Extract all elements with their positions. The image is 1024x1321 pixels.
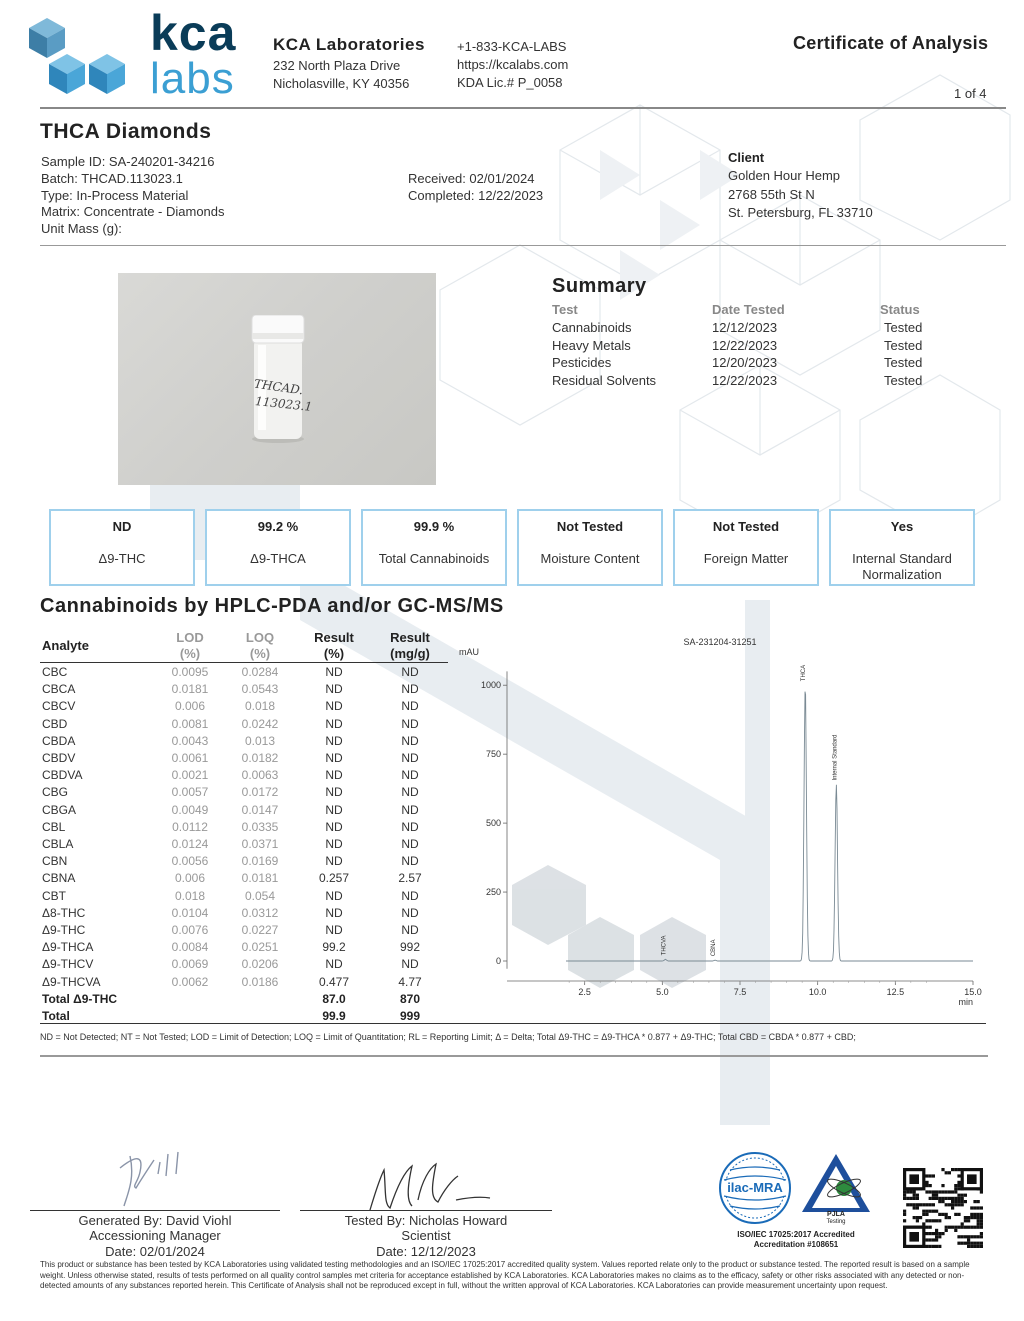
result-mg: ND [401, 957, 419, 972]
signature-david-viohl [110, 1148, 210, 1208]
analyte-name: Δ9-THC [42, 923, 86, 937]
table-bottom-rule [40, 1023, 986, 1024]
result-percent: ND [325, 733, 343, 748]
loq-value: 0.0284 [241, 665, 279, 679]
result-mg: ND [401, 854, 419, 869]
table-row [42, 768, 448, 785]
result-mg: ND [401, 923, 419, 937]
kca-cubes-logo-icon [25, 14, 135, 104]
peak-label: CBNA [711, 939, 718, 957]
lod-value: 0.0043 [171, 733, 209, 748]
key-result-value: 99.9 % [413, 519, 455, 534]
analyte-name: CBDA [42, 733, 76, 748]
result-percent: 0.257 [318, 871, 350, 886]
lab-name: KCA Laboratories [273, 35, 425, 54]
peak-label: Internal Standard [832, 734, 839, 781]
table-row [42, 665, 448, 682]
client-name: Golden Hour Hemp [728, 168, 840, 183]
summary-header-date: Date Tested [712, 302, 785, 317]
key-result-label: Moisture Content [540, 551, 640, 566]
lab-address-1: 232 North Plaza Drive [273, 58, 401, 73]
lod-value: 0.0095 [171, 665, 209, 679]
loq-value: 0.0172 [241, 785, 279, 800]
analyte-name: CBLA [42, 837, 74, 851]
result-percent: ND [325, 837, 343, 851]
lod-value: 0.0062 [171, 974, 209, 989]
result-mg: ND [401, 699, 419, 714]
peak-label: THCA [801, 664, 808, 682]
header-result-mg: Result [390, 630, 430, 645]
lod-value: 0.0124 [171, 837, 209, 851]
table-row [42, 906, 448, 923]
summary-header-status: Status [880, 302, 920, 317]
result-mg: ND [401, 665, 419, 679]
lod-value: 0.0061 [171, 751, 209, 765]
analyte-name: CBC [42, 665, 68, 679]
key-result-label: Foreign Matter [703, 551, 789, 566]
summary-status: Tested [884, 320, 923, 335]
analyte-name: CBNA [42, 871, 76, 886]
summary-title: Summary [552, 275, 647, 297]
signature-nicholas-howard [360, 1160, 500, 1216]
header-lod-unit: (%) [179, 646, 201, 661]
lod-value: 0.0104 [171, 905, 209, 920]
loq-value: 0.0242 [241, 716, 279, 731]
analyte-name: CBG [42, 785, 69, 800]
document-title: Certificate of Analysis [793, 33, 989, 53]
x-tick-label: 12.5 [886, 987, 905, 997]
loq-value: 0.0182 [241, 751, 279, 765]
result-percent: ND [325, 854, 343, 869]
generated-by: Generated By: David Viohl [78, 1213, 232, 1228]
summary-test: Residual Solvents [552, 373, 657, 388]
result-percent: 99.2 [322, 940, 346, 955]
loq-value: 0.013 [244, 733, 276, 748]
summary-test: Cannabinoids [552, 320, 632, 335]
accreditation-number: Accreditation #108651 [753, 1240, 839, 1249]
result-mg: ND [401, 751, 419, 765]
loq-value: 0.0543 [241, 682, 279, 697]
cannabinoids-title: Cannabinoids by HPLC-PDA and/or GC-MS/MS [40, 595, 504, 617]
key-result-label: Total Cannabinoids [378, 551, 490, 566]
result-mg: ND [401, 888, 419, 903]
table-row [42, 975, 448, 992]
result-mg: 992 [399, 940, 421, 955]
analyte-name: CBCA [42, 682, 76, 697]
y-tick-label: 1000 [480, 680, 501, 691]
sample-type: Type: In-Process Material [41, 188, 189, 203]
received-date: Received: 02/01/2024 [408, 171, 535, 186]
key-result-label: Internal Standard Normalization [852, 551, 952, 582]
lab-website: https://kcalabs.com [457, 57, 569, 72]
loq-value: 0.0251 [241, 940, 279, 955]
key-result-box [205, 509, 351, 586]
generated-date: Date: 02/01/2024 [105, 1244, 205, 1259]
result-percent: ND [325, 923, 343, 937]
key-result-label: Δ9-THCA [250, 551, 306, 566]
lod-value: 0.0081 [171, 716, 209, 731]
result-percent: ND [325, 785, 343, 800]
analyte-name: CBT [42, 888, 66, 903]
result-mg: ND [401, 785, 419, 800]
client-street: 2768 55th St N [728, 187, 815, 202]
table-row [42, 717, 448, 734]
header-loq-unit: (%) [249, 646, 271, 661]
y-tick-label: 500 [485, 818, 501, 829]
summary-test: Pesticides [552, 355, 612, 370]
client-city: St. Petersburg, FL 33710 [728, 205, 873, 220]
matrix: Matrix: Concentrate - Diamonds [41, 204, 225, 219]
total-label: Total Δ9-THC [42, 991, 118, 1006]
total-label: Total [42, 1009, 70, 1023]
lod-value: 0.0181 [171, 682, 209, 697]
table-row [42, 785, 448, 802]
lod-value: 0.0069 [171, 957, 209, 972]
lod-value: 0.0076 [171, 923, 209, 937]
table-row [42, 820, 448, 837]
table-row [42, 682, 448, 699]
x-tick-label: 10.0 [808, 987, 827, 997]
result-mg: ND [401, 837, 419, 851]
header-divider [40, 107, 1006, 109]
key-result-box [517, 509, 663, 586]
analyte-name: CBCV [42, 699, 76, 714]
analyte-name: CBN [42, 854, 68, 869]
key-result-box [673, 509, 819, 586]
logo-text-kca: kca [150, 5, 237, 61]
table-row [42, 734, 448, 751]
x-tick-label: 15.0 [964, 987, 982, 997]
signature-line [300, 1210, 552, 1211]
total-percent: 99.9 [322, 1009, 346, 1023]
table-row [42, 889, 448, 906]
header-loq: LOQ [245, 630, 275, 645]
result-mg: 4.77 [398, 974, 422, 989]
summary-status: Tested [884, 355, 923, 370]
analyte-name: Δ9-THCA [42, 940, 94, 955]
table-footnote: ND = Not Detected; NT = Not Tested; LOD = Limit of Detection; LOQ = Limit of Quantitation; RL = Reporting Limit; Δ = Delta; Total Δ9-THC = Δ9-THCA * 0.877 + Δ9-THC; Total CBD = CBDA * 0.877 + CBD; [40, 1032, 856, 1042]
key-result-value: 99.2 % [257, 519, 299, 534]
loq-value: 0.0206 [241, 957, 279, 972]
y-tick-label: 250 [485, 887, 501, 898]
loq-value: 0.0312 [241, 905, 279, 920]
unit-mass: Unit Mass (g): [41, 221, 122, 236]
footnote-divider [40, 1055, 988, 1057]
loq-value: 0.0181 [241, 871, 279, 886]
analyte-name: Δ8-THC [42, 905, 86, 920]
loq-value: 0.0186 [241, 974, 279, 989]
x-tick-label: 2.5 [578, 987, 591, 997]
result-mg: ND [401, 682, 419, 697]
peak-label: THCVA [661, 935, 668, 956]
header-result-pct-unit: (%) [323, 646, 345, 661]
x-axis-label: min [958, 997, 973, 1007]
loq-value: 0.0169 [241, 854, 279, 869]
summary-date: 12/20/2023 [712, 355, 778, 370]
lab-license: KDA Lic.# P_0058 [457, 75, 563, 90]
summary-date: 12/12/2023 [712, 320, 778, 335]
result-percent: ND [325, 905, 343, 920]
table-row [42, 751, 448, 768]
tested-title: Scientist [401, 1228, 451, 1243]
result-mg: ND [401, 733, 419, 748]
completed-date: Completed: 12/22/2023 [408, 188, 544, 203]
logo-text-labs: labs [150, 54, 235, 103]
x-tick-label: 5.0 [656, 987, 669, 997]
sample-id: Sample ID: SA-240201-34216 [41, 154, 215, 169]
result-mg: ND [401, 905, 419, 920]
lod-value: 0.0112 [172, 819, 208, 834]
lod-value: 0.018 [174, 888, 206, 903]
total-mg: 999 [399, 1009, 421, 1023]
tested-by: Tested By: Nicholas Howard [344, 1213, 508, 1228]
loq-value: 0.018 [244, 699, 276, 714]
key-result-box [829, 509, 975, 586]
table-row [42, 803, 448, 820]
analyte-name: CBGA [42, 802, 77, 817]
ilac-text: ilac-MRA [727, 1180, 783, 1195]
table-row [42, 871, 448, 888]
chart-title: SA-231204-31251 [683, 637, 757, 647]
lod-value: 0.0057 [171, 785, 209, 800]
result-percent: ND [325, 699, 343, 714]
vial-label-line1: THCAD. [253, 376, 305, 398]
tested-date: Date: 12/12/2023 [376, 1244, 476, 1259]
analyte-name: Δ9-THCVA [42, 974, 101, 989]
chromatogram-chart [455, 630, 995, 1010]
analyte-name: CBD [42, 716, 68, 731]
table-row [42, 957, 448, 974]
total-row [42, 992, 448, 1009]
page-number: 1 of 4 [954, 86, 987, 101]
result-percent: 0.477 [318, 974, 350, 989]
legal-disclaimer: This product or substance has been tested by KCA Laboratories using validated testing methodologies and an ISO/IEC 17025:2017 accredited quality system. Values reported relate only to the product or substance tested. The reported result is based on a sample weight. Unless otherwise stated, results of tests performed on all quality control samples met criteria for acceptance established by KCA Laboratories. KCA Laboratories makes no claims as to the efficacy, safety or other risks associated with any detected or non-detected amounts of any substances reported herein. This Certificate of Analysis shall not be reproduced except in full, without the written approval of KCA Laboratories. KCA Laboratories can provide measurement uncertainty upon request. [40, 1260, 970, 1290]
loq-value: 0.0147 [241, 802, 279, 817]
x-tick-label: 7.5 [733, 987, 747, 997]
y-tick-label: 750 [485, 749, 501, 760]
lab-address-2: Nicholasville, KY 40356 [273, 76, 410, 91]
pjla-sub-text: Testing [826, 1219, 846, 1225]
pjla-text: PJLA [827, 1211, 845, 1218]
result-mg: ND [401, 716, 419, 731]
header-result-mg-unit: (mg/g) [390, 646, 430, 661]
generated-title: Accessioning Manager [89, 1228, 221, 1243]
lod-value: 0.0084 [171, 940, 209, 955]
result-percent: ND [325, 819, 343, 834]
header-analyte: Analyte [42, 638, 89, 653]
lod-value: 0.0021 [171, 768, 209, 783]
summary-status: Tested [884, 338, 923, 353]
vial-label-line2: 113023.1 [254, 394, 313, 414]
lab-phone: +1-833-KCA-LABS [457, 39, 567, 54]
table-row [42, 837, 448, 854]
iso-accreditation: ISO/IEC 17025:2017 Accredited [737, 1230, 855, 1239]
analyte-name: Δ9-THCV [42, 957, 94, 972]
key-result-value: Not Tested [556, 519, 624, 534]
key-result-label: Δ9-THC [98, 551, 146, 566]
analyte-name: CBDVA [42, 768, 83, 783]
client-heading: Client [728, 150, 765, 165]
key-result-box [361, 509, 507, 586]
result-mg: ND [401, 768, 419, 783]
result-percent: ND [325, 888, 343, 903]
lod-value: 0.0049 [171, 802, 209, 817]
lod-value: 0.006 [174, 871, 206, 886]
summary-header-test: Test [552, 302, 578, 317]
total-mg: 870 [399, 991, 421, 1006]
lod-value: 0.006 [174, 699, 206, 714]
signature-line [30, 1210, 280, 1211]
result-percent: ND [325, 682, 343, 697]
qr-code-icon[interactable] [903, 1168, 983, 1248]
table-row [42, 940, 448, 957]
result-percent: ND [325, 665, 343, 679]
y-tick-label: 0 [495, 956, 501, 966]
header-lod: LOD [176, 630, 204, 645]
loq-value: 0.054 [244, 888, 276, 903]
total-percent: 87.0 [322, 991, 346, 1006]
result-mg: 2.57 [398, 871, 422, 886]
batch: Batch: THCAD.113023.1 [41, 171, 183, 186]
result-mg: ND [401, 819, 419, 834]
summary-date: 12/22/2023 [712, 373, 778, 388]
header-result-pct: Result [314, 630, 354, 645]
result-percent: ND [325, 768, 343, 783]
summary-test: Heavy Metals [552, 338, 631, 353]
info-divider [40, 245, 1006, 246]
summary-status: Tested [884, 373, 923, 388]
result-percent: ND [325, 802, 343, 817]
result-percent: ND [325, 957, 343, 972]
key-result-value: Not Tested [712, 519, 780, 534]
key-result-box [49, 509, 195, 586]
loq-value: 0.0335 [241, 819, 279, 834]
key-result-value: ND [112, 519, 132, 534]
pjla-logo-icon [800, 1152, 872, 1214]
loq-value: 0.0063 [241, 768, 279, 783]
product-name: THCA Diamonds [40, 120, 212, 143]
result-mg: ND [401, 802, 419, 817]
key-result-value: Yes [890, 519, 914, 534]
loq-value: 0.0371 [241, 837, 279, 851]
analyte-name: CBL [42, 819, 66, 834]
table-row [42, 923, 448, 940]
lod-value: 0.0056 [171, 854, 209, 869]
result-percent: ND [325, 751, 343, 765]
summary-date: 12/22/2023 [712, 338, 778, 353]
chromatogram-trace [566, 692, 973, 961]
table-row [42, 854, 448, 871]
table-row [42, 699, 448, 716]
table-header-rule [40, 662, 448, 663]
y-axis-label: mAU [459, 647, 479, 657]
result-percent: ND [325, 716, 343, 731]
analyte-name: CBDV [42, 751, 76, 765]
loq-value: 0.0227 [241, 923, 279, 937]
